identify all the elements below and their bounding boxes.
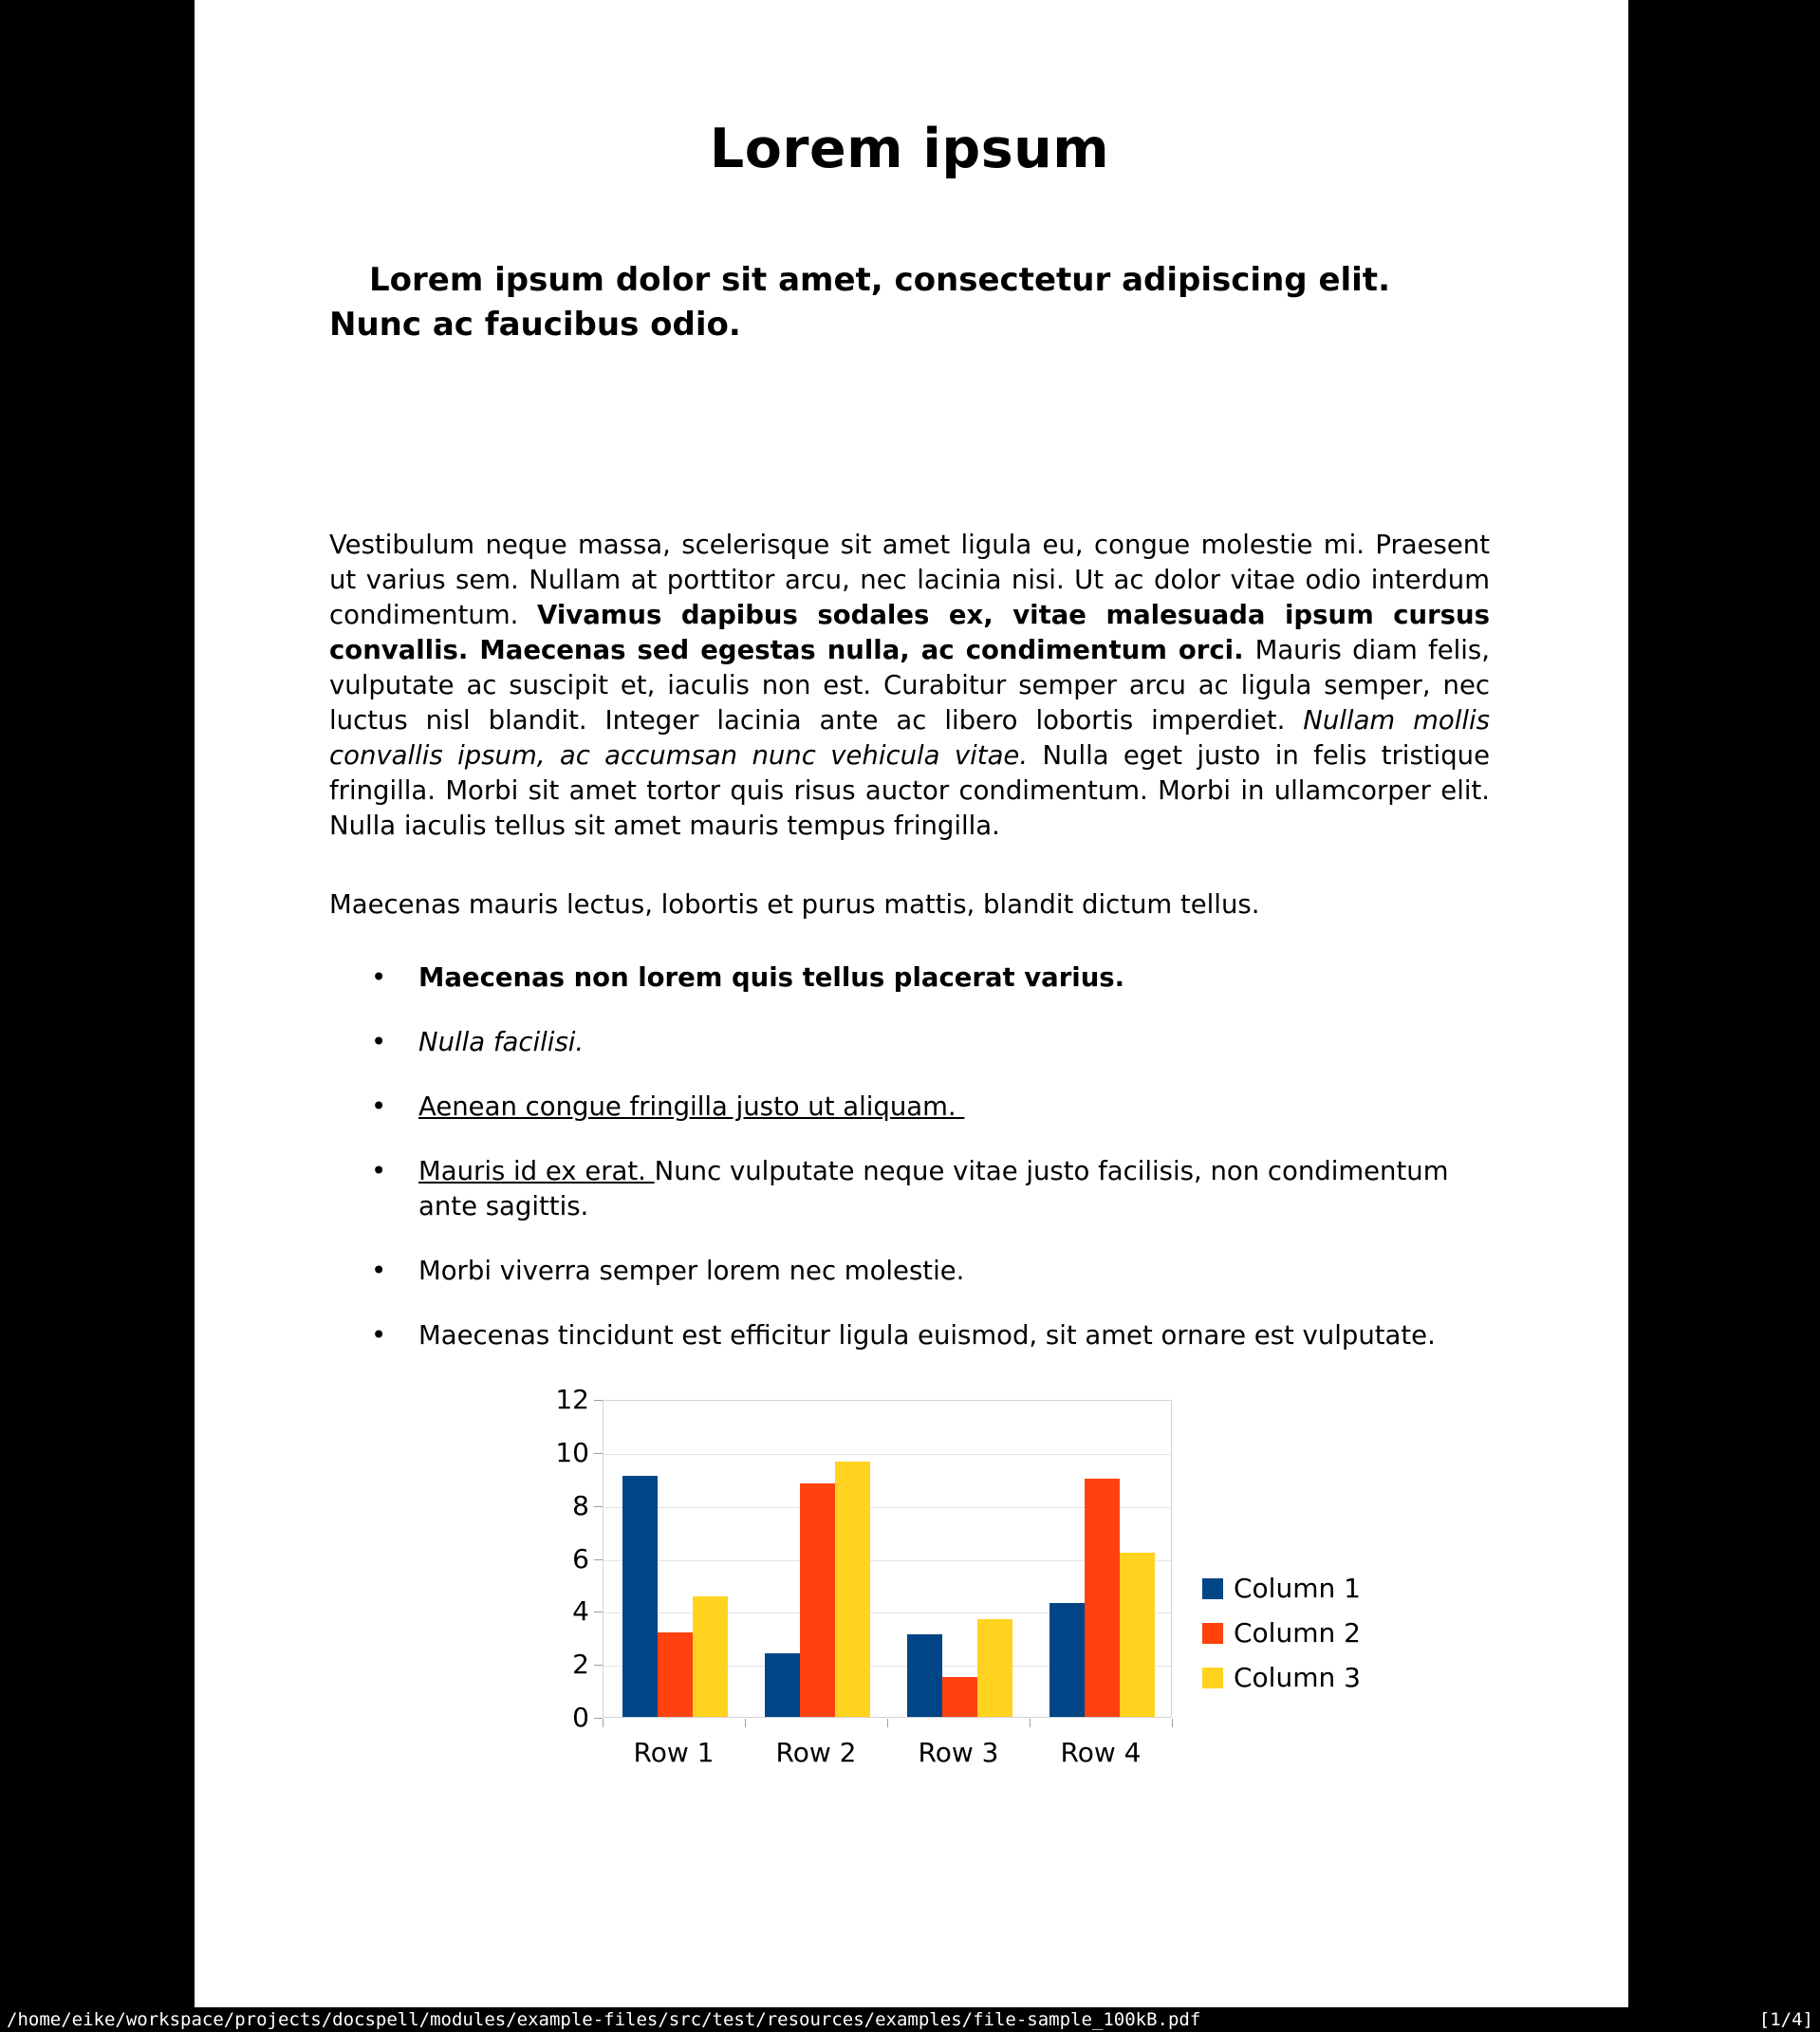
y-axis-tick — [594, 1612, 603, 1613]
text-segment: Vivamus dapibus sodales ex, vitae malesuada ipsum cursus convallis. Maecenas sed egestas nulla, ac condimentum orci. — [329, 600, 1490, 665]
statusbar — [0, 2007, 1820, 2032]
y-axis-tick-label: 2 — [572, 1649, 589, 1681]
text-segment: Nulla facilisi. — [418, 1027, 585, 1057]
legend-swatch-icon — [1202, 1578, 1223, 1599]
bullet-list — [329, 960, 1490, 1353]
legend-item — [1202, 1573, 1361, 1604]
bar — [942, 1677, 977, 1717]
pdf-page[interactable] — [195, 0, 1628, 2007]
bar — [1120, 1553, 1155, 1717]
text-segment: Morbi viverra semper lorem nec molestie. — [418, 1256, 965, 1286]
body-paragraph-2: Maecenas mauris lectus, lobortis et purus mattis, blandit dictum tellus. — [329, 889, 1260, 920]
y-axis-tick — [594, 1453, 603, 1454]
y-axis-tick — [594, 1718, 603, 1719]
legend-item — [1202, 1617, 1361, 1649]
list-item — [329, 960, 1490, 996]
y-axis-tick-label: 10 — [555, 1436, 589, 1468]
y-axis-tick — [594, 1559, 603, 1560]
x-axis-tick — [745, 1719, 746, 1727]
legend-item — [1202, 1662, 1361, 1693]
legend-label: Column 2 — [1234, 1617, 1361, 1649]
page-content — [195, 120, 1628, 1786]
statusbar-page-indicator: [1/4] — [1758, 2009, 1813, 2030]
list-item — [329, 1090, 1490, 1125]
y-axis-tick-label: 4 — [572, 1595, 589, 1628]
y-axis-tick-label: 0 — [572, 1702, 589, 1733]
bar-chart — [546, 1383, 1371, 1786]
bullet-icon: • — [371, 1027, 387, 1057]
bullet-icon: • — [371, 1320, 387, 1351]
text-segment: Nullam mollis convallis ipsum, ac accumsan nunc vehicula vitae. — [329, 705, 1490, 771]
list-item — [329, 1318, 1490, 1353]
document-heading: Lorem ipsum dolor sit amet, consectetur adipiscing elit. Nunc ac faucibus odio. — [329, 261, 1390, 344]
x-axis-category-label: Row 1 — [633, 1737, 715, 1768]
bar — [907, 1634, 942, 1717]
list-item — [329, 1025, 1490, 1060]
bar — [693, 1596, 728, 1717]
bar — [658, 1632, 693, 1717]
bullet-icon: • — [371, 1256, 387, 1286]
list-item — [329, 1254, 1490, 1289]
document-title: Lorem ipsum — [709, 118, 1110, 180]
text-segment: Maecenas tincidunt est efficitur ligula euismod, sit amet ornare est vulputate. — [418, 1320, 1436, 1351]
legend-swatch-icon — [1202, 1668, 1223, 1688]
bar — [977, 1619, 1012, 1717]
text-segment: Mauris id ex erat. — [418, 1156, 655, 1186]
x-axis-tick — [1030, 1719, 1031, 1727]
x-axis-category-label: Row 4 — [1060, 1737, 1142, 1768]
legend-label: Column 1 — [1234, 1573, 1361, 1604]
text-segment: Aenean congue fringilla justo ut aliquam. — [418, 1091, 965, 1122]
bar — [835, 1462, 870, 1717]
gridline — [604, 1454, 1171, 1455]
text-segment: Mauris diam felis, vulputate ac suscipit et, iaculis non est. Curabitur semper arcu ac ligula semper, nec luctus nisl blandit. Integer lacinia ante ac libero lobortis imperdiet. — [329, 635, 1491, 736]
text-segment: Vestibulum neque massa, scelerisque sit amet ligula eu, congue molestie mi. Praesent ut varius sem. Nullam at porttitor arcu, nec lacinia nisi. Ut ac dolor vitae odio interdum condimentum. — [329, 530, 1490, 630]
legend-swatch-icon — [1202, 1623, 1223, 1644]
bullet-icon: • — [371, 1091, 387, 1122]
text-segment: Nunc vulputate neque vitae justo facilisis, non condimentum ante sagittis. — [418, 1156, 1449, 1221]
list-item — [329, 1154, 1490, 1224]
text-segment: Nulla eget justo in felis tristique fringilla. Morbi sit amet tortor quis risus auctor condimentum. Morbi in ullamcorper elit. Nulla iaculis tellus sit amet mauris tempus fringilla. — [329, 740, 1490, 841]
chart-plot — [603, 1400, 1172, 1718]
bar — [765, 1653, 800, 1717]
x-axis-category-label: Row 3 — [918, 1737, 999, 1768]
y-axis-tick — [594, 1665, 603, 1666]
bar — [622, 1476, 658, 1717]
y-axis-tick — [594, 1506, 603, 1507]
bar — [1085, 1479, 1120, 1717]
bullet-icon: • — [371, 1156, 387, 1186]
y-axis-tick-label: 6 — [572, 1542, 589, 1575]
y-axis-tick-label: 12 — [555, 1384, 589, 1415]
bar — [1049, 1603, 1085, 1717]
x-axis-category-label: Row 2 — [775, 1737, 857, 1768]
bullet-icon: • — [371, 962, 387, 993]
x-axis-tick — [887, 1719, 888, 1727]
y-axis-tick — [594, 1400, 603, 1401]
text-segment: Maecenas non lorem quis tellus placerat varius. — [418, 962, 1125, 993]
statusbar-file-path: /home/eike/workspace/projects/docspell/modules/example-files/src/test/resources/examples/file-sample_100kB.pdf — [7, 2009, 1201, 2030]
x-axis-tick — [1172, 1719, 1173, 1727]
x-axis-tick — [603, 1719, 604, 1727]
legend-label: Column 3 — [1234, 1662, 1361, 1693]
bar — [800, 1483, 835, 1717]
y-axis-tick-label: 8 — [572, 1489, 589, 1521]
body-paragraph — [329, 528, 1490, 844]
